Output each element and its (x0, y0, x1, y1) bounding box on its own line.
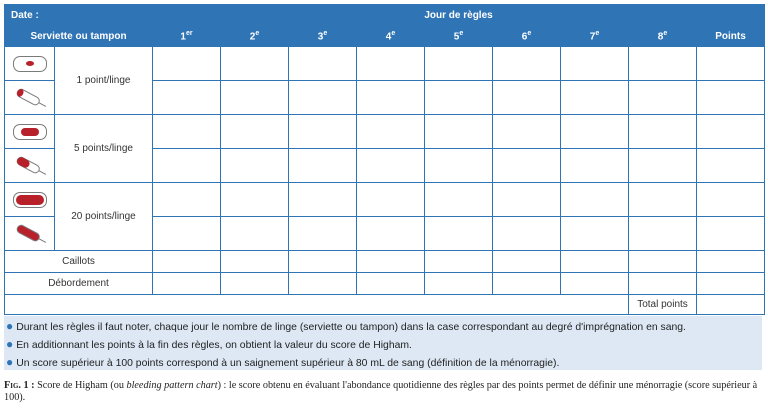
entry-cell[interactable] (357, 149, 425, 183)
entry-cell[interactable] (153, 217, 221, 251)
entry-cell[interactable] (629, 273, 697, 295)
entry-cell[interactable] (221, 251, 289, 273)
points-header: Points (697, 26, 765, 47)
tampon-medium-cell (5, 149, 55, 183)
entry-cell[interactable] (629, 81, 697, 115)
bullet-icon: ● (6, 355, 14, 369)
entry-cell[interactable] (289, 251, 357, 273)
entry-cell[interactable] (425, 149, 493, 183)
entry-cell[interactable] (357, 115, 425, 149)
protection-header: Serviette ou tampon (5, 26, 153, 47)
tampon-light-icon (10, 87, 50, 109)
row-label-5-points: 5 points/linge (55, 115, 153, 183)
day-header-2: 2e (221, 26, 289, 47)
entry-cell[interactable] (357, 183, 425, 217)
caillots-label: Caillots (5, 251, 153, 273)
entry-cell[interactable] (629, 217, 697, 251)
pad-medium-cell (5, 115, 55, 149)
pad-light-icon (13, 56, 47, 72)
entry-cell[interactable] (289, 149, 357, 183)
figure-number: Fig. 1 : (4, 380, 35, 391)
points-cell[interactable] (697, 273, 765, 295)
entry-cell[interactable] (493, 273, 561, 295)
entry-cell[interactable] (221, 81, 289, 115)
day-header-1: 1er (153, 26, 221, 47)
entry-cell[interactable] (561, 47, 629, 81)
pad-medium-icon (13, 124, 47, 140)
entry-cell[interactable] (153, 251, 221, 273)
points-cell[interactable] (697, 81, 765, 115)
entry-cell[interactable] (357, 81, 425, 115)
entry-cell[interactable] (221, 273, 289, 295)
date-header: Date : (5, 5, 153, 26)
entry-cell[interactable] (425, 217, 493, 251)
row-label-1-point: 1 point/linge (55, 47, 153, 115)
tampon-medium-icon (10, 155, 50, 177)
entry-cell[interactable] (357, 251, 425, 273)
tampon-light-cell (5, 81, 55, 115)
entry-cell[interactable] (425, 273, 493, 295)
entry-cell[interactable] (493, 81, 561, 115)
figure-caption: Fig. 1 : Score de Higham (ou bleeding pattern chart) : le score obtenu en évaluant l'abondance quotidienne des règles par des points permet de définir une ménorragie (score supérieur à 100). (4, 380, 758, 403)
day-header-8: 8e (629, 26, 697, 47)
entry-cell[interactable] (153, 183, 221, 217)
jour-header: Jour de règles (153, 5, 765, 26)
notes-box (4, 316, 762, 370)
entry-cell[interactable] (493, 183, 561, 217)
day-header-3: 3e (289, 26, 357, 47)
pad-light-cell (5, 47, 55, 81)
entry-cell[interactable] (425, 47, 493, 81)
day-header-4: 4e (357, 26, 425, 47)
entry-cell[interactable] (221, 183, 289, 217)
tampon-heavy-icon (10, 223, 50, 245)
total-row-spacer (5, 295, 629, 315)
entry-cell[interactable] (153, 273, 221, 295)
entry-cell[interactable] (221, 217, 289, 251)
debordement-label: Débordement (5, 273, 153, 295)
day-header-5: 5e (425, 26, 493, 47)
entry-cell[interactable] (493, 217, 561, 251)
day-header-6: 6e (493, 26, 561, 47)
entry-cell[interactable] (493, 251, 561, 273)
entry-cell[interactable] (493, 47, 561, 81)
entry-cell[interactable] (561, 273, 629, 295)
entry-cell[interactable] (425, 81, 493, 115)
note-item: ● Durant les règles il faut noter, chaque jour le nombre de linge (serviette ou tampon) dans la case correspondant au degré d'imprégnation en sang. (6, 319, 686, 333)
entry-cell[interactable] (493, 115, 561, 149)
note-item: ● Un score supérieur à 100 points correspond à un saignement supérieur à 80 mL de sang (définition de la ménorragie). (6, 355, 560, 369)
entry-cell[interactable] (561, 115, 629, 149)
points-cell[interactable] (697, 217, 765, 251)
entry-cell[interactable] (153, 115, 221, 149)
entry-cell[interactable] (493, 149, 561, 183)
entry-cell[interactable] (289, 47, 357, 81)
day-header-7: 7e (561, 26, 629, 47)
entry-cell[interactable] (289, 115, 357, 149)
entry-cell[interactable] (629, 251, 697, 273)
entry-cell[interactable] (561, 81, 629, 115)
total-points-label: Total points (629, 295, 697, 315)
entry-cell[interactable] (153, 81, 221, 115)
entry-cell[interactable] (357, 47, 425, 81)
pad-heavy-cell (5, 183, 55, 217)
entry-cell[interactable] (425, 251, 493, 273)
entry-cell[interactable] (561, 251, 629, 273)
entry-cell[interactable] (289, 273, 357, 295)
entry-cell[interactable] (289, 217, 357, 251)
entry-cell[interactable] (629, 47, 697, 81)
entry-cell[interactable] (629, 115, 697, 149)
points-cell[interactable] (697, 149, 765, 183)
bullet-icon: ● (6, 337, 14, 351)
points-cell[interactable] (697, 251, 765, 273)
entry-cell[interactable] (289, 183, 357, 217)
entry-cell[interactable] (561, 217, 629, 251)
entry-cell[interactable] (561, 149, 629, 183)
entry-cell[interactable] (153, 47, 221, 81)
points-cell[interactable] (697, 183, 765, 217)
tampon-heavy-cell (5, 217, 55, 251)
pad-heavy-icon (13, 192, 47, 208)
entry-cell[interactable] (629, 183, 697, 217)
entry-cell[interactable] (221, 115, 289, 149)
entry-cell[interactable] (357, 217, 425, 251)
points-cell[interactable] (697, 115, 765, 149)
points-cell[interactable] (697, 47, 765, 81)
entry-cell[interactable] (561, 183, 629, 217)
entry-cell[interactable] (629, 149, 697, 183)
entry-cell[interactable] (153, 149, 221, 183)
total-points-cell[interactable] (697, 295, 765, 315)
entry-cell[interactable] (357, 273, 425, 295)
row-label-20-points: 20 points/linge (55, 183, 153, 251)
entry-cell[interactable] (289, 81, 357, 115)
entry-cell[interactable] (425, 115, 493, 149)
entry-cell[interactable] (221, 149, 289, 183)
entry-cell[interactable] (221, 47, 289, 81)
higham-chart-table (4, 4, 765, 315)
note-item: ● En additionnant les points à la fin des règles, on obtient la valeur du score de Higham. (6, 337, 412, 351)
bullet-icon: ● (6, 319, 14, 333)
entry-cell[interactable] (425, 183, 493, 217)
